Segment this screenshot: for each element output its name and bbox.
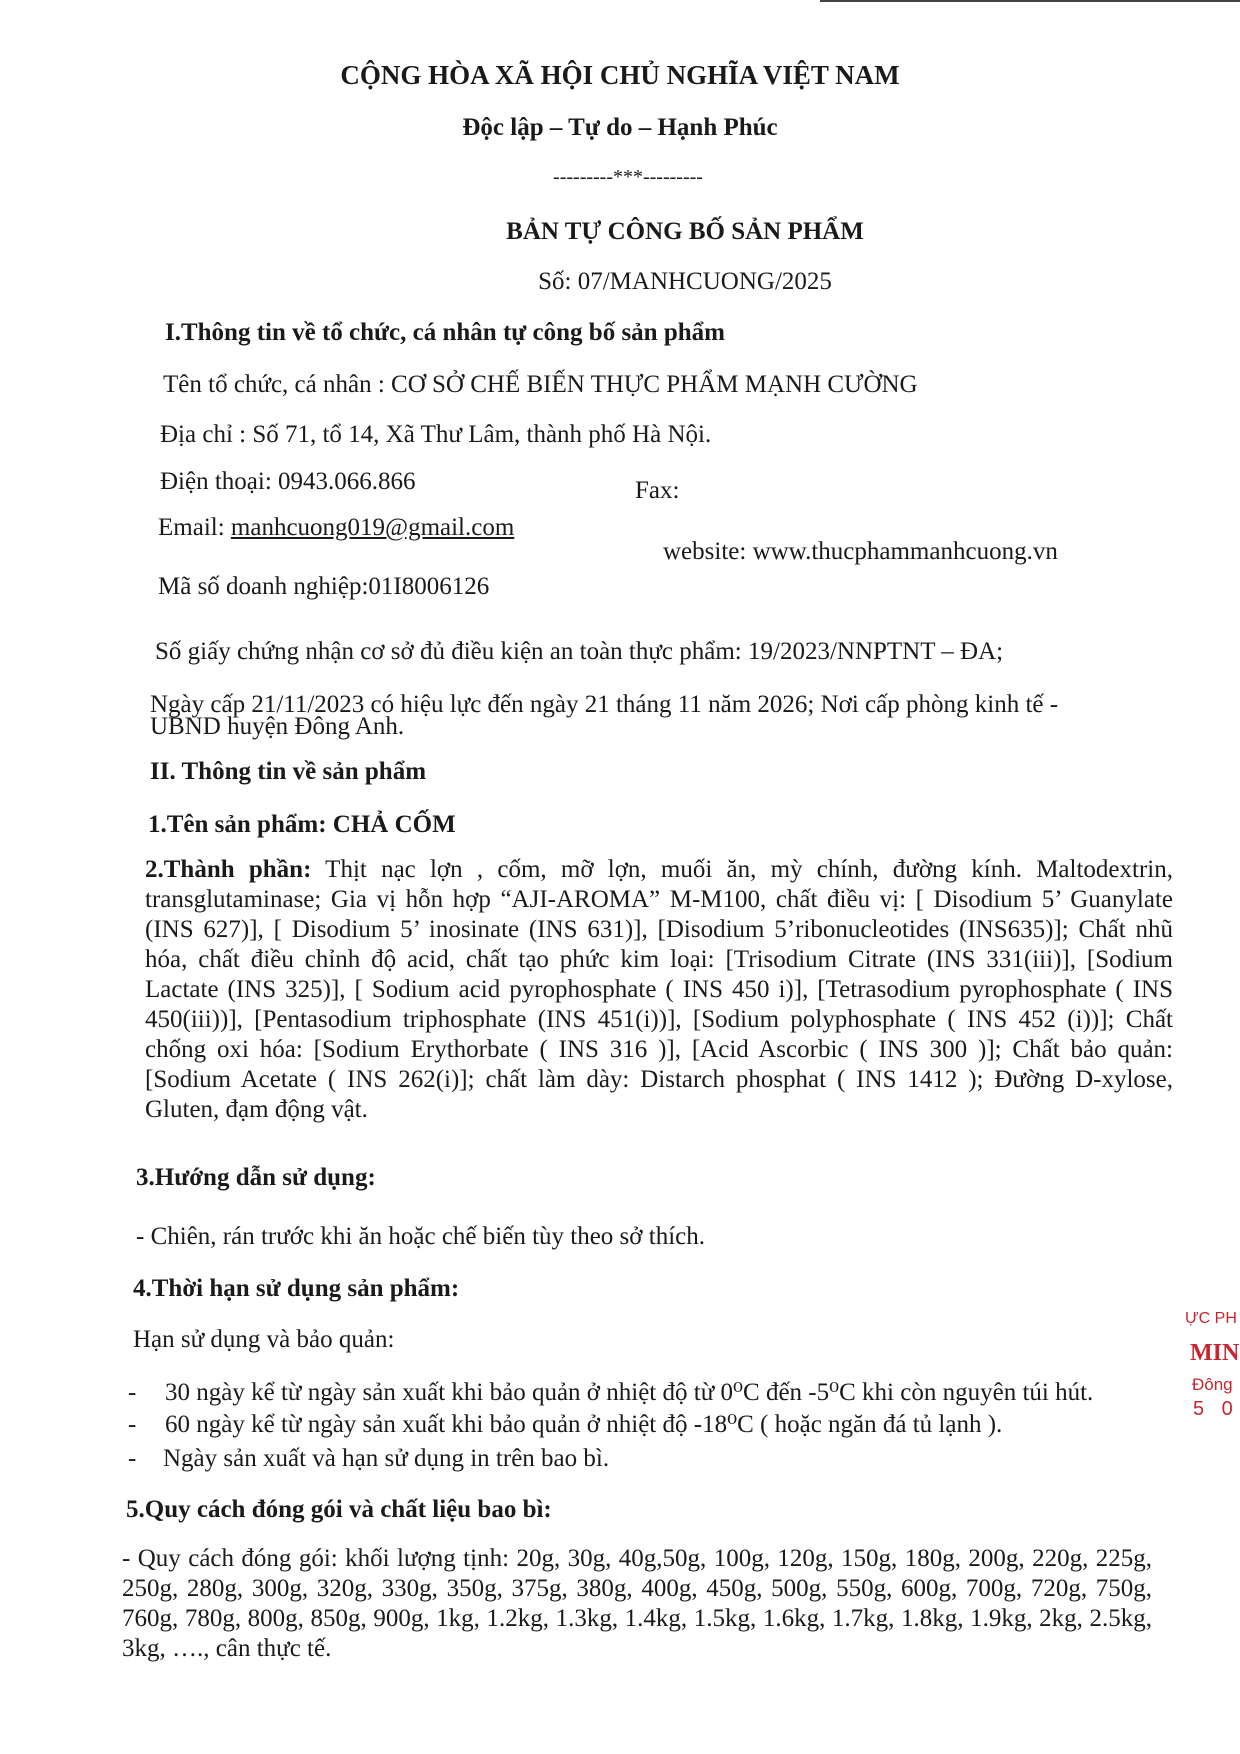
email-line (158, 513, 514, 543)
shelf-item: Ngày sản xuất và hạn sử dụng in trên bao bì. (163, 1445, 610, 1472)
address: Địa chỉ : Số 71, tổ 14, Xã Thư Lâm, thành phố Hà Nội. (160, 421, 712, 448)
fax: Fax: (635, 477, 680, 504)
product-name: CHẢ CỐM (332, 811, 456, 838)
ingredients-label: 2.Thành phần: (145, 856, 312, 883)
shelf-life-intro: Hạn sử dụng và bảo quản: (133, 1326, 395, 1353)
usage-text: - Chiên, rán trước khi ăn hoặc chế biến tùy theo sở thích. (136, 1223, 705, 1250)
country-heading: CỘNG HÒA XÃ HỘI CHỦ NGHĨA VIỆT NAM (340, 60, 900, 90)
tax-code: Mã số doanh nghiệp:01I8006126 (158, 573, 490, 600)
shelf-item: 30 ngày kể từ ngày sản xuất khi bảo quản ở nhiệt độ từ 0⁰C đến -5⁰C khi còn nguyên túi hút. (165, 1379, 1094, 1406)
phone: Điện thoại: 0943.066.866 (160, 468, 416, 495)
shelf-item: 60 ngày kể từ ngày sản xuất khi bảo quản ở nhiệt độ -18⁰C ( hoặc ngăn đá tủ lạnh ). (165, 1411, 1003, 1438)
email-link[interactable]: manhcuong019@gmail.com (230, 514, 515, 541)
product-label: 1.Tên sản phẩm: (148, 811, 333, 838)
stamp-text-3: Đông (1192, 1375, 1233, 1394)
document-number: Số: 07/MANHCUONG/2025 (538, 268, 832, 295)
stamp-text-4: 5 0 (1193, 1398, 1239, 1420)
stamp-text-2: MIN (1190, 1340, 1240, 1366)
issue-info-line2: UBND huyện Đông Anh. (150, 713, 405, 740)
shelf-bullet-dash: - (128, 1411, 137, 1438)
product-name-line (148, 810, 456, 840)
issue-info-line1: Ngày cấp 21/11/2023 có hiệu lực đến ngày 21 tháng 11 năm 2026; Nơi cấp phòng kinh tế - (150, 691, 1059, 718)
food-safety-certificate: Số giấy chứng nhận cơ sở đủ điều kiện an toàn thực phẩm: 19/2023/NNPTNT – ĐA; (155, 638, 1004, 665)
ingredients-paragraph (145, 855, 1173, 1125)
organization-name: Tên tổ chức, cá nhân : CƠ SỞ CHẾ BIẾN THỰC PHẨM MẠNH CƯỜNG (163, 371, 918, 398)
shelf-bullet-dash: - (128, 1445, 137, 1472)
motto: Độc lập – Tự do – Hạnh Phúc (462, 114, 778, 141)
ingredients-text: Thịt nạc lợn , cốm, mỡ lợn, muối ăn, mỳ chính, đường kính. Maltodextrin, transglutaminase; Gia vị hỗn hợp “AJI-AROMA” M-M100, chất điều vị: [ Disodium 5’ Guanylate (INS 627)], [ Disodium 5’ inosinate (INS 631)], [Disodium 5’ribonucleotides (INS635)]; Chất nhũ hóa, chất điều chỉnh độ acid, chất tạo phức kim loại: [Trisodium Citrate (INS 331(iii)], [Sodium Lactate (INS 325)], [ Sodium acid pyrophosphate ( INS 450 i)], [Tetrasodium pyrophosphate ( INS 450(iii))], [Pentasodium triphosphate (INS 451(i))], [Sodium polyphosphate ( INS 452 (i))]; Chất chống oxi hóa: [Sodium Erythorbate ( INS 316 )], [Acid Ascorbic ( INS 300 )]; Chất bảo quản: [Sodium Acetate ( INS 262(i)]; chất làm dày: Distarch phosphat ( INS 1412 ); Đường D-xylose, Gluten, đạm động vật. (145, 856, 1173, 1123)
shelf-life-heading: 4.Thời hạn sử dụng sản phẩm: (133, 1275, 460, 1302)
shelf-bullet-dash: - (128, 1379, 137, 1406)
section1-heading: I.Thông tin về tổ chức, cá nhân tự công bố sản phẩm (165, 319, 725, 346)
website: website: www.thucphammanhcuong.vn (663, 538, 1058, 565)
packing-heading: 5.Quy cách đóng gói và chất liệu bao bì: (126, 1496, 552, 1523)
packing-paragraph: - Quy cách đóng gói: khối lượng tịnh: 20g, 30g, 40g,50g, 100g, 120g, 150g, 180g, 200g, 220g, 225g, 250g, 280g, 300g, 320g, 330g, 350g, 375g, 380g, 400g, 450g, 500g, 550g, 600g, 700g, 720g, 750g, 760g, 780g, 800g, 850g, 900g, 1kg, 1.2kg, 1.3kg, 1.4kg, 1.5kg, 1.6kg, 1.7kg, 1.8kg, 1.9kg, 2kg, 2.5kg, 3kg, …., cân thực tế. (122, 1545, 1152, 1662)
section2-heading: II. Thông tin về sản phẩm (150, 758, 427, 785)
usage-heading: 3.Hướng dẫn sử dụng: (136, 1164, 376, 1191)
separator: ---------***--------- (553, 166, 703, 188)
document-title: BẢN TỰ CÔNG BỐ SẢN PHẨM (506, 218, 864, 245)
stamp-text-1: ỰC PH (1185, 1310, 1237, 1327)
email-label: Email: (158, 514, 231, 541)
